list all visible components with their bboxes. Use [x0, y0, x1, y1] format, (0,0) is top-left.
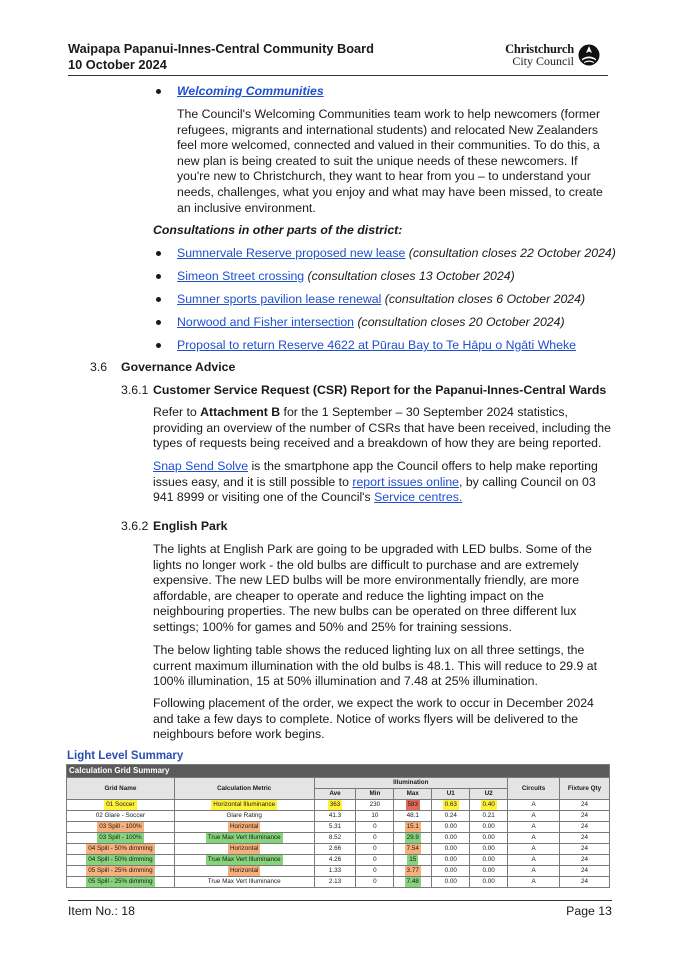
subsection-title: English Park [153, 519, 228, 533]
light-level-summary-title: Light Level Summary [67, 750, 184, 762]
table-cell [508, 800, 560, 811]
table-cell [470, 833, 508, 844]
table-cell [560, 833, 610, 844]
table-cell [356, 811, 394, 822]
bullet-dot [156, 297, 161, 302]
cell-value: A [531, 878, 536, 885]
table-cell [67, 800, 175, 811]
cell-value: 24 [580, 878, 588, 885]
consultation-link[interactable]: Sumner sports pavilion lease renewal [177, 292, 382, 306]
table-cell [356, 866, 394, 877]
table-cell [470, 800, 508, 811]
cell-value: 0.00 [444, 834, 457, 841]
logo-line2: City Council [512, 54, 574, 68]
column-header: U2 [470, 789, 508, 800]
cell-value: 0.00 [444, 845, 457, 852]
cell-value: 0 [373, 878, 377, 885]
cell-value: 0 [373, 834, 377, 841]
table-cell [560, 844, 610, 855]
cell-value: 363 [329, 801, 341, 808]
table-row [67, 866, 610, 877]
table-cell [314, 844, 356, 855]
subsection-number: 3.6.1 [121, 383, 149, 397]
table-cell [174, 811, 314, 822]
cell-value: True Max Vert Illuminance [207, 878, 281, 885]
cell-value: 0.21 [482, 812, 495, 819]
table-cell [508, 855, 560, 866]
cell-value: 24 [580, 856, 588, 863]
cell-value: 03 Spill - 100% [99, 823, 142, 830]
subsection-number: 3.6.2 [121, 519, 149, 533]
table-cell [356, 844, 394, 855]
table-cell [394, 866, 432, 877]
board-name: Waipapa Papanui-Innes-Central Community Board [68, 41, 374, 56]
table-cell [470, 866, 508, 877]
table-cell [174, 822, 314, 833]
table-cell [174, 866, 314, 877]
table-cell [508, 833, 560, 844]
table-cell [356, 822, 394, 833]
cell-value: 0.40 [482, 801, 495, 808]
consultation-item [177, 269, 515, 285]
cell-value: 7.48 [406, 878, 419, 885]
consultation-item [177, 292, 585, 308]
welcoming-title-wrap [177, 84, 324, 100]
cell-value: A [531, 834, 536, 841]
consultation-note: (consultation closes 22 October 2024) [408, 246, 616, 260]
table-cell [174, 855, 314, 866]
table-cell [560, 800, 610, 811]
csr-paragraph [153, 405, 611, 452]
table-cell [394, 811, 432, 822]
council-logo [505, 40, 600, 70]
table-cell [174, 833, 314, 844]
cell-value: 0.00 [444, 823, 457, 830]
cell-value: 04 Spill - 50% dimming [88, 856, 153, 863]
page-footer [68, 900, 612, 918]
cell-value: 24 [580, 812, 588, 819]
cell-value: A [531, 867, 536, 874]
cell-value: 5.31 [328, 823, 342, 830]
cell-value: 48.1 [406, 812, 419, 819]
english-park-paragraph-2: The below lighting table shows the reduced lighting lux on all three settings, the current maximum illumination with the old bulbs is 48.1. This will reduce to 29.9 at 100% illumination, 15 at 50% illumination and 7.48 at 25% illumination. [153, 643, 598, 689]
consultations-heading: Consultations in other parts of the district: [153, 223, 403, 237]
table-cell [432, 855, 470, 866]
table-row [67, 855, 610, 866]
light-level-table [66, 764, 610, 888]
cell-value: 0 [373, 823, 377, 830]
consultation-link[interactable]: Simeon Street crossing [177, 269, 305, 283]
subsection-title: Customer Service Request (CSR) Report for the Papanui-Innes-Central Wards [153, 383, 607, 397]
table-cell [432, 833, 470, 844]
table-cell [508, 877, 560, 888]
welcoming-communities-link[interactable]: Welcoming Communities [177, 84, 324, 98]
table-cell [356, 855, 394, 866]
cell-value: A [531, 856, 536, 863]
table-cell [394, 844, 432, 855]
table-cell [314, 822, 356, 833]
table-cell [560, 822, 610, 833]
table-cell [67, 844, 175, 855]
column-header: Ave [314, 789, 356, 800]
table-cell [394, 855, 432, 866]
table-row [67, 800, 610, 811]
bullet-dot [156, 251, 161, 256]
table-cell [67, 811, 175, 822]
table-cell [67, 822, 175, 833]
table-cell [356, 877, 394, 888]
cell-value: 1.33 [328, 867, 342, 874]
table-cell [314, 800, 356, 811]
column-header: Circuits [508, 778, 560, 800]
cell-value: 7.54 [406, 845, 419, 852]
cell-value: 0.00 [482, 856, 495, 863]
cell-value: 3.77 [406, 867, 419, 874]
consultation-note: (consultation closes 20 October 2024) [357, 315, 565, 329]
cell-value: A [531, 812, 536, 819]
table-cell [432, 811, 470, 822]
cell-value: Horizontal [230, 823, 259, 830]
cell-value: 04 Spill - 50% dimming [88, 845, 153, 852]
english-park-paragraph-1: The lights at English Park are going to be upgraded with LED bulbs. Some of the lights no longer work - the old bulbs are difficult to purchase and are extremely expensive. The new LED bulbs will be more environmentally friendly, are more affordable, are cheaper to operate and reduce the lighting impact on the neighbouring properties. The new bulbs can be operated on three different lux settings; 100% for games and 50% and 25% for training sessions. [153, 542, 592, 634]
column-header: Max [394, 789, 432, 800]
cell-value: 230 [369, 801, 381, 808]
cell-value: 0 [373, 856, 377, 863]
cell-value: 0.00 [482, 823, 495, 830]
table-row [67, 833, 610, 844]
table-cell [470, 855, 508, 866]
cell-value: Horizontal [230, 845, 259, 852]
table-cell [314, 833, 356, 844]
table-cell [560, 811, 610, 822]
table-cell [560, 877, 610, 888]
cell-value: 24 [580, 823, 588, 830]
cell-value: 0.00 [444, 878, 457, 885]
column-header: Fixture Qty [560, 778, 610, 800]
logo-line1: Christchurch [505, 42, 574, 56]
consultation-link[interactable]: Sumnervale Reserve proposed new lease [177, 246, 406, 260]
cell-value: 0 [373, 867, 377, 874]
text-run: Refer to [153, 405, 201, 419]
cell-value: A [531, 845, 536, 852]
column-header: Min [356, 789, 394, 800]
cell-value: 2.66 [328, 845, 342, 852]
cell-value: 0.00 [482, 878, 495, 885]
consultation-link[interactable]: Norwood and Fisher intersection [177, 315, 355, 329]
column-header: Grid Name [67, 778, 175, 800]
cell-value: 05 Spill - 25% dimming [88, 867, 153, 874]
meeting-date: 10 October 2024 [68, 57, 167, 72]
table-cell [67, 855, 175, 866]
table-cell [560, 866, 610, 877]
item-number: Item No.: 18 [68, 904, 135, 918]
report-issues-online-link[interactable]: report issues online [352, 474, 459, 489]
table-cell [314, 866, 356, 877]
text-run: , by calling Council on 03 941 8999 or visiting one of the Council's [153, 474, 596, 505]
table-row [67, 844, 610, 855]
table-cell [432, 866, 470, 877]
bullet-dot [156, 89, 161, 94]
cell-value: 8.52 [328, 834, 342, 841]
table-cell [394, 833, 432, 844]
cell-value: 05 Spill - 25% dimming [88, 878, 153, 885]
text-run: is the smartphone app the Council offers to help make reporting issues easy, and it is still possible to [153, 459, 598, 489]
snap-send-solve-link[interactable]: Snap Send Solve [153, 459, 249, 473]
cell-value: True Max Vert Illuminance [207, 856, 281, 863]
table-cell [432, 822, 470, 833]
cell-value: 0.00 [444, 856, 457, 863]
consultation-note: (consultation closes 13 October 2024) [307, 269, 515, 283]
table-cell [314, 877, 356, 888]
table-cell [174, 844, 314, 855]
cell-value: 15 [409, 856, 417, 863]
cell-value: 41.3 [328, 812, 342, 819]
group-header: Illumination [314, 778, 508, 789]
cell-value: 0.00 [482, 845, 495, 852]
cell-value: 2.13 [328, 878, 342, 885]
cell-value: 02 Glare - Soccer [95, 812, 146, 819]
bullet-dot [156, 343, 161, 348]
table-cell [470, 877, 508, 888]
table-body [67, 800, 610, 888]
cathedral-emblem-icon [578, 43, 600, 67]
section-title: Governance Advice [121, 360, 236, 374]
cell-value: 24 [580, 801, 588, 808]
bullet-dot [156, 320, 161, 325]
bullet-dot [156, 274, 161, 279]
table-cell [356, 800, 394, 811]
table-cell [508, 866, 560, 877]
cell-value: 29.9 [406, 834, 419, 841]
text-run: for the 1 September – 30 September 2024 statistics, providing an overview of the number of CSRs that have been received, including the types of requests being received and a breakdown of how they are being reported. [153, 405, 611, 451]
consultation-item [177, 246, 616, 262]
cell-value: A [531, 801, 536, 808]
cell-value: 24 [580, 834, 588, 841]
page-number: Page 13 [566, 904, 612, 918]
english-park-paragraph-3: Following placement of the order, we expect the work to occur in December 2024 and take a few days to complete. Notice of works flyers will be delivered to the neighbours before work begins. [153, 696, 594, 742]
cell-value: 0.00 [482, 867, 495, 874]
table-cell [394, 877, 432, 888]
table-cell [470, 811, 508, 822]
table-row [67, 811, 610, 822]
cell-value: 0 [373, 845, 377, 852]
table-cell [174, 877, 314, 888]
cell-value: 0.00 [444, 867, 457, 874]
column-header: U1 [432, 789, 470, 800]
table-cell [174, 800, 314, 811]
table-cell [470, 844, 508, 855]
table-cell [432, 800, 470, 811]
table-cell [314, 811, 356, 822]
snap-send-paragraph [153, 459, 611, 506]
cell-value: 4.26 [328, 856, 342, 863]
consultation-item [177, 315, 565, 331]
table-cell [67, 877, 175, 888]
table-cell [508, 811, 560, 822]
cell-value: 24 [580, 845, 588, 852]
cell-value: 0.63 [444, 801, 457, 808]
cell-value: Glare Rating [226, 812, 262, 819]
cell-value: 15.1 [406, 823, 419, 830]
attachment-ref: Attachment B [200, 405, 281, 419]
cell-value: 0.00 [482, 834, 495, 841]
column-header: Calculation Metric [174, 778, 314, 800]
table-row [67, 822, 610, 833]
table-cell [508, 844, 560, 855]
welcoming-body: The Council's Welcoming Communities team work to help newcomers (former refugees, migrants and international students) and relocated New Zealanders feel more welcomed, connected and valued in their communities. To do this, a new plan is being created to suit the unique needs of these newcomers. If you're new to Christchurch, they want to hear from you – to understand your needs, challenges, what you enjoy and what may have been missed, to create an inclusive environment. [177, 107, 603, 215]
table-row [67, 877, 610, 888]
consultation-link[interactable]: Proposal to return Reserve 4622 at Pūrau Bay to Te Hāpu o Ngāti Wheke [177, 338, 576, 352]
table-caption: Calculation Grid Summary [67, 765, 610, 778]
table-cell [432, 844, 470, 855]
section-number: 3.6 [90, 360, 108, 374]
table-cell [67, 866, 175, 877]
cell-value: 24 [580, 867, 588, 874]
cell-value: True Max Vert Illuminance [207, 834, 281, 841]
table-cell [470, 822, 508, 833]
table-cell [560, 855, 610, 866]
cell-value: 583 [407, 801, 419, 808]
table-cell [356, 833, 394, 844]
table-cell [394, 822, 432, 833]
page-header [68, 41, 608, 76]
consultation-note: (consultation closes 6 October 2024) [384, 292, 586, 306]
cell-value: 03 Spill - 100% [99, 834, 142, 841]
table-cell [508, 822, 560, 833]
table-cell [432, 877, 470, 888]
cell-value: 0.24 [444, 812, 457, 819]
cell-value: A [531, 823, 536, 830]
cell-value: 10 [371, 812, 379, 819]
table-cell [314, 855, 356, 866]
cell-value: Horizontal [230, 867, 259, 874]
table-cell [394, 800, 432, 811]
consultation-item [177, 338, 576, 354]
table-cell [67, 833, 175, 844]
cell-value: Horizontal Illuminance [213, 801, 276, 808]
header-title [68, 41, 374, 73]
cell-value: 01 Soccer [106, 801, 135, 808]
service-centres-link[interactable]: Service centres. [374, 490, 463, 505]
